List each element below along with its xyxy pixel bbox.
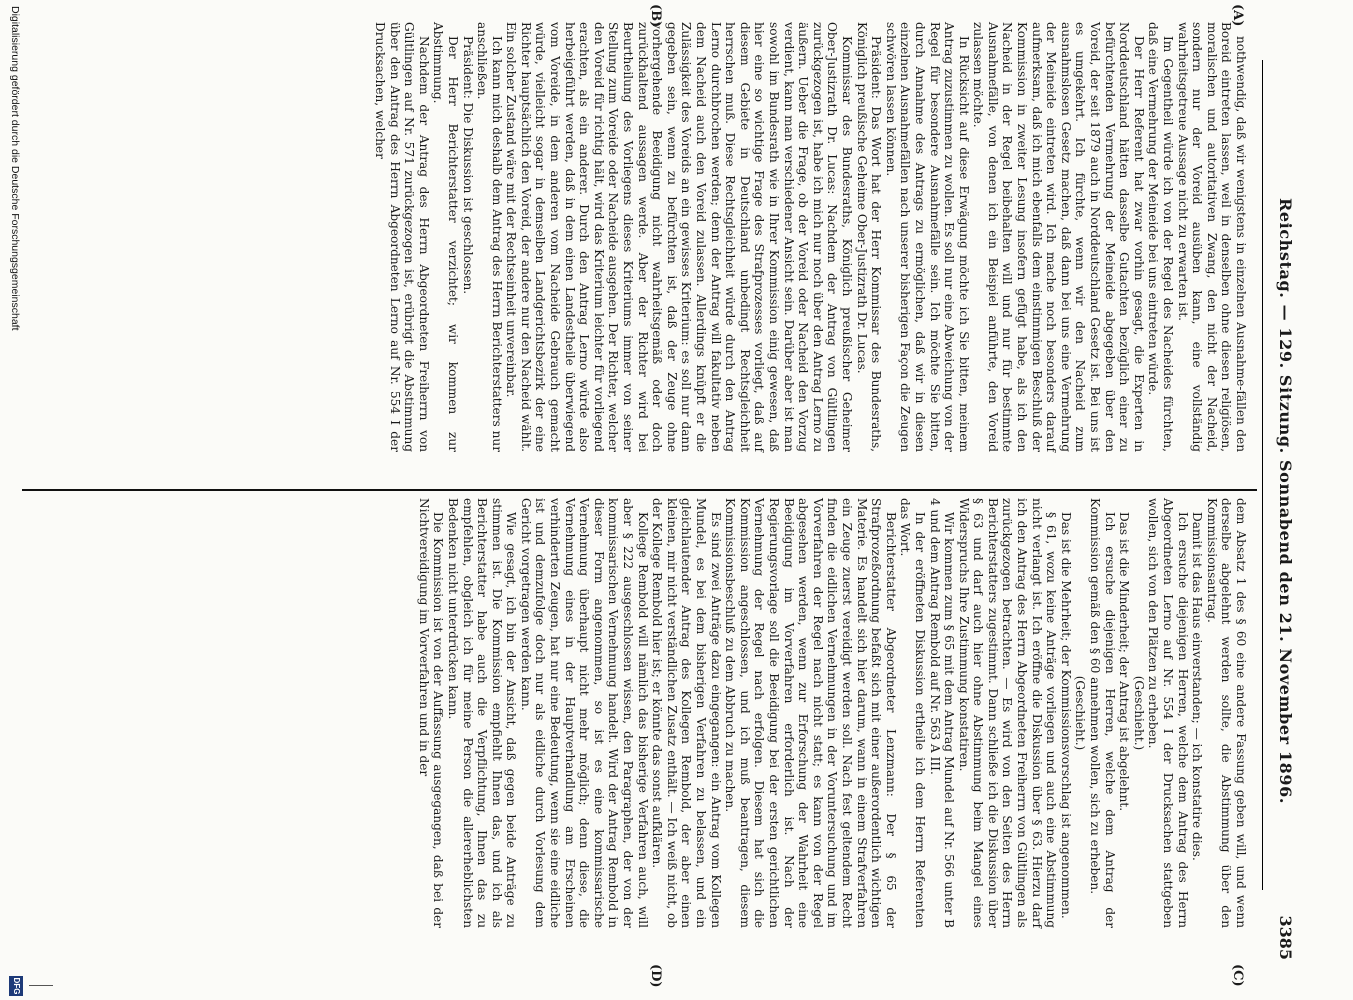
paragraph: Im Gegentheil würde ich von der Regel des Nacheides fürchten, daß eine Vermehrung der Meineide bei uns eintreten würde. bbox=[1146, 22, 1176, 452]
paragraph: Der Herr Berichterstatter verzichtet; wir kommen zur Abstimmung. bbox=[431, 22, 460, 452]
paragraph: In der eröffneten Diskussion ertheile ich dem Herrn Referenten das Wort. bbox=[898, 498, 927, 928]
paragraph: Ich kann mich deshalb dem Antrag des Herrn Berichterstatters nur anschließen. bbox=[475, 22, 504, 452]
right-column bbox=[416, 498, 1248, 928]
dfg-logo: DFG bbox=[9, 976, 23, 996]
paragraph: Präsident: Die Diskussion ist geschlossen. bbox=[460, 36, 475, 295]
paragraph: Wir kommen zum § 65 mit dem Antrag Mundel auf Nr. 566 unter B 4 und dem Antrag Rembold auf Nr. 563 A III. bbox=[927, 498, 957, 928]
margin-marker-d: (D) bbox=[648, 964, 663, 988]
page-header bbox=[1267, 42, 1295, 960]
margin-tick bbox=[29, 985, 53, 986]
paragraph: nothwendig, daß wir wenigstens in einzelnen Ausnahme-fällen den Boreid eintreten lassen, weil in denselben ohne diesen religiösen, moralischen und autoritativen Zwang, den nicht der Nacheid, sondern nur der Voreid ausüben kann, eine vollständig wahrheitsgetreue Aussage nicht zu erwarten ist. bbox=[1175, 22, 1248, 452]
paragraph: Es sind zwei Anträge dazu eingegangen: ein Antrag vom Kollegen Mundel, es bei dem bisherigen Verfahren zu belassen, und ein gleichlautender Antrag des Kollegen Rembold, der aber einen kleinen, mir nicht verständlichen Zusatz enthält. — Ich weiß nicht, ob der Kollege Rembold hier ist; er könnte das sonst aufklären. bbox=[650, 498, 723, 928]
stage-direction: (Geschieht.) bbox=[1131, 675, 1146, 751]
margin-marker-a: (A) bbox=[1230, 4, 1245, 27]
header-rule bbox=[1262, 60, 1263, 890]
paragraph: Damit ist das Haus einverstanden; — ich konstatire dies. bbox=[1190, 512, 1205, 861]
paragraph: Das ist die Minderheit; der Antrag ist abgelehnt. bbox=[1117, 512, 1132, 812]
paragraph: Nachdem der Antrag des Herrn Abgeordneten Freiherrn von Gültlingen auf Nr. 571 zurückgezogen ist, erübrigt die Abstimmung über den Antrag des Herrn Abgeordneten Lerno auf Nr. 554 I der Drucksachen, welcher bbox=[372, 22, 431, 452]
paragraph: Präsident: Das Wort hat der Herr Kommissar des Bundesraths, Königlich preußische Geheime Ober-Justizrath Dr. Lucas. bbox=[854, 22, 884, 452]
paragraph: dem Absatz 1 des § 60 eine andere Fassung geben will, und wenn derselbe abgelehnt werden sollte, die Abstimmung über den Kommissionsantrag. bbox=[1204, 498, 1248, 928]
paragraph: Berichterstatter Abgeordneter Lenzmann: Der § 65 der Strafprozeßordnung befaßt sich mit einer außerordentlich wichtigen Materie. Es handelt sich hier darum, wann in einem Strafverfahren ein Zeuge zuerst vereidigt werden soll. Nach fest geltendem Recht finden die eidlichen Vernehmungen in der Voruntersuchung und im Vorverfahren der Regel nach nicht statt; es kann von der Regel abgesehen werden, wenn zur Erforschung der Wahrheit eine Beeidigung im Vorverfahren erforderlich ist. Nach der Regierungsvorlage soll die Beeidigung bei der ersten gerichtlichen Vernehmung der Regel nach erfolgen. Diesem hat sich die Kommission angeschlossen, und ich muß beantragen, diesem Kommissionsbeschluß zu dem Abbruch zu machen. bbox=[723, 498, 898, 928]
margin-marker-b: (B) bbox=[648, 4, 663, 28]
stage-direction: (Geschieht.) bbox=[1073, 675, 1088, 751]
page-title: Reichstag. — 129. Sitzung. Sonnabend den 21. November 1896. bbox=[1276, 197, 1295, 804]
page-number: 3385 bbox=[1276, 915, 1295, 960]
left-column bbox=[372, 22, 1248, 452]
funding-footer bbox=[5, 0, 23, 1000]
paragraph: Ich ersuche diejenigen Herren, welche dem Antrag der Kommission gemäß den § 60 annehmen wollen, sich zu erheben. bbox=[1088, 498, 1117, 928]
paragraph: Der Herr Referent hat zwar vorhin gesagt, die Experten in Norddeutschland hätten dasselbe Gutachten bezüglich einer zu befürchtenden Vermehrung der Meineide abgegeben über den Voreid, der seit 1879 auch in Norddeutschland Gesetz ist. Bei uns ist es umgekehrt. Ich fürchte, wenn wir den Nacheid zum ausnahmslosen Gesetz machen, daß dann bei uns eine Vermehrung der Meineide eintreten wird. Ich mache noch besonders darauf aufmerksam, daß ich mich ebenfalls dem einstimmigen Beschluß der Kommission in zweiter Lesung insofern gefügt habe, als ich den Nacheid in der Regel beibehalten will und nur für bestimmte Ausnahmefälle, von denen ich ein Beispiel anführte, den Voreid zulassen möchte. bbox=[971, 22, 1146, 452]
paragraph: Wie gesagt, ich bin der Ansicht, daß gegen beide Anträge zu stimmen ist. Die Kommission empfiehlt Ihnen das, und ich als Berichterstatter habe auch die Verpflichtung, Ihnen das zu empfehlen, obgleich ich für meine Person die allererheblichsten Bedenken nicht unterdrücken kann. bbox=[445, 498, 519, 928]
paragraph: In Rücksicht auf diese Erwägung möchte ich Sie bitten, meinem Antrag zuzustimmen zu wollen. Es soll nur eine Abweichung von der Regel für besondere Ausnahmefälle sein. Ich möchte Sie bitten, durch Annahme des Antrags zu ermöglichen, daß wir in diesen einzelnen Ausnahmefällen nach unserer bisherigen Façon die Zeugen schwören lassen können. bbox=[883, 22, 971, 452]
paragraph: Kommissar des Bundesraths, Königlich preußischer Geheimer Ober-Justizrath Dr. Lucas: Nachdem der Antrag von Gültlingen zurückgezogen ist, habe ich mich nur noch über den Antrag Lerno zu äußern. Ueber die Frage, ob der Voreid oder Nacheid den Vorzug verdient, kann man verschiedener Ansicht sein. Darüber aber ist man sowohl im Bundesrath wie in Ihrer Kommission einig gewesen, daß hier eine so wichtige Frage des Strafprozesses vorliegt, daß auf diesem Gebiete in Deutschland unbedingt Rechtsgleichheit herrschen muß. Diese Rechtsgleichheit würde durch den Antrag Lerno durchbrochen werden; denn der Antrag will fakultativ neben dem Nacheid auch den Voreid zulassen. Allerdings knüpft er die Zulässigkeit des Voreids an ein gewisses Kriterium: es soll nur dann gegeben sein, wenn zu befürchten ist, daß der Zeuge ohne vorhergehende Beeidigung nicht wahrheitsgemäß oder doch zurückhaltend aussagen werde. Aber der Richter wird bei Beurtheilung des Vorliegens dieses Kriteriums immer von seiner Stellung zum Voreide oder Nacheide ausgehen. Der Richter, welcher den Voreid für richtig hält, wird das Kriterium leichter für vorliegend erachten, als ein anderer. Durch den Antrag Lerno würde also herbeigeführt werden, daß in dem einen Landestheile überwiegend vom Voreide, in dem anderen vom Nacheide Gebrauch gemacht würde, vielleicht sogar in demselben Landgerichtsbezirk der eine Richter hauptsächlich den Voreid, der andere nur den Nacheid wählt. Ein solcher Zustand wäre mit der Rechtseinheit unvereinbar. bbox=[504, 22, 854, 452]
paragraph: § 61, wozu keine Anträge vorliegen und auch eine Abstimmung nicht verlangt ist. Ich eröffne die Diskussion über § 63. Hierzu darf ich den Antrag des Herrn Abgeordneten Freiherrn von Gültlingen als zurückgezogen betrachten. — Es wird von den Seiten des Herrn Berichterstatters zugestimmt. Dann schließe ich die Diskussion über § 63 und darf auch hier ohne Abstimmung beim Mangel eines Widerspruchs Ihre Zustimmung konstatiren. bbox=[956, 498, 1059, 928]
margin-marker-c: (C) bbox=[1230, 964, 1245, 987]
column-divider bbox=[22, 489, 1257, 491]
paragraph: Das ist die Mehrheit; der Kommissionsvorschlag ist angenommen. bbox=[1058, 512, 1073, 919]
funding-note: Digitalisierung gefördert durch die Deutsche Forschungsgemeinschaft bbox=[9, 6, 21, 331]
paragraph: Kollege Rembold will nämlich das bisherige Verfahren auch, will aber § 222 ausgeschlossen wissen, den Paragraphen, der von der kommissarischen Vernehmung handelt. Wird der Antrag Rembold in dieser Form angenommen, so ist es eine kommissarische Vernehmung überhaupt nicht mehr möglich; denn diese, die Vernehmung eines in der Hauptverhandlung am Erscheinen verhinderten Zeugen, hat nur eine Bedeutung, wenn sie eine eidliche ist und demzufolge doch nur als eidliche durch Vorlesung dem Gericht vorgetragen werden kann. bbox=[518, 498, 650, 928]
paragraph: Ich ersuche diejenigen Herren, welche dem Antrag des Herrn Abgeordneten Lerno auf Nr. 554 I der Drucksachen stattgeben wollen, sich von den Plätzen zu erheben. bbox=[1146, 498, 1190, 928]
paragraph: Die Kommission ist von der Auffassung ausgegangen, daß bei der Nichtvereidigung im Vorverfahren und in der bbox=[416, 498, 446, 928]
